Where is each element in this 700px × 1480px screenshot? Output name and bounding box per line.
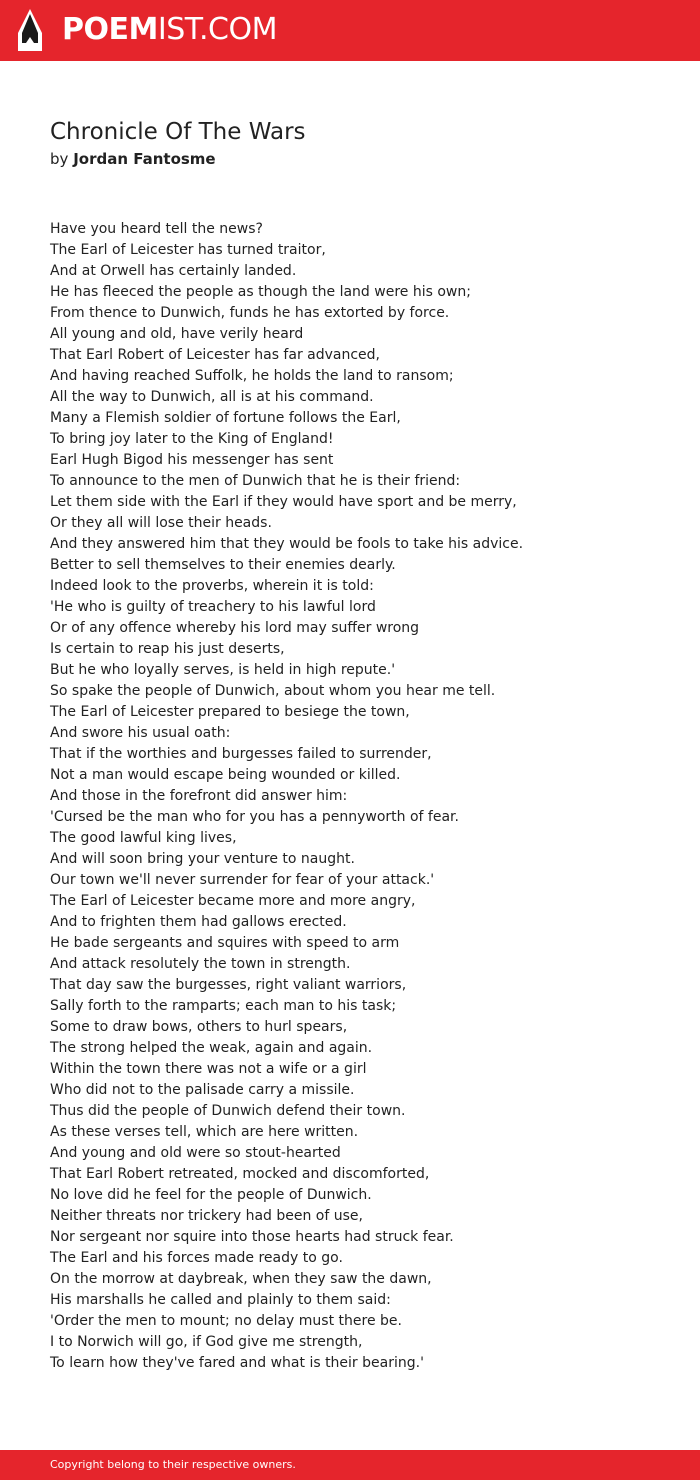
poem-line: And those in the forefront did answer him:: [50, 788, 348, 804]
poem-line: The Earl of Leicester prepared to besiege the town,: [50, 704, 410, 720]
poem-line: To bring joy later to the King of England!: [50, 431, 334, 447]
poem-line: Nor sergeant nor squire into those hearts had struck fear.: [50, 1229, 454, 1245]
poem-line: On the morrow at daybreak, when they saw the dawn,: [50, 1271, 432, 1287]
poem-line: Indeed look to the proverbs, wherein it is told:: [50, 578, 374, 594]
poem-line: Some to draw bows, others to hurl spears,: [50, 1019, 348, 1035]
poem-author: Jordan Fantosme: [73, 150, 216, 168]
poem-line: That Earl Robert retreated, mocked and discomforted,: [50, 1166, 430, 1182]
poem-byline: [50, 149, 216, 169]
poem-line: And attack resolutely the town in strength.: [50, 956, 351, 972]
poem-line: He bade sergeants and squires with speed to arm: [50, 935, 400, 951]
poem-line: Sally forth to the ramparts; each man to his task;: [50, 998, 397, 1014]
poem-line: Within the town there was not a wife or a girl: [50, 1061, 367, 1077]
poem-line: That if the worthies and burgesses failed to surrender,: [50, 746, 432, 762]
poem-line: To learn how they've fared and what is their bearing.': [50, 1355, 424, 1371]
poem-line: Have you heard tell the news?: [50, 221, 263, 237]
poem-line: And young and old were so stout-hearted: [50, 1145, 341, 1161]
poem-line: His marshalls he called and plainly to them said:: [50, 1292, 391, 1308]
poem-line: As these verses tell, which are here written.: [50, 1124, 359, 1140]
poem-line: Better to sell themselves to their enemies dearly.: [50, 557, 396, 573]
poem-line: 'Order the men to mount; no delay must there be.: [50, 1313, 402, 1329]
poem-line: The Earl and his forces made ready to go.: [50, 1250, 343, 1266]
poem-line: And they answered him that they would be fools to take his advice.: [50, 536, 524, 552]
poem-line: And will soon bring your venture to naught.: [50, 851, 355, 867]
poem-body: [50, 219, 670, 1374]
poem-line: From thence to Dunwich, funds he has extorted by force.: [50, 305, 450, 321]
poem-line: And at Orwell has certainly landed.: [50, 263, 297, 279]
poem-title: Chronicle Of The Wars: [50, 119, 306, 145]
poem-line: To announce to the men of Dunwich that he is their friend:: [50, 473, 461, 489]
site-header: [0, 0, 700, 61]
poem-line: I to Norwich will go, if God give me strength,: [50, 1334, 363, 1350]
poem-line: Who did not to the palisade carry a missile.: [50, 1082, 355, 1098]
poem-line: That day saw the burgesses, right valiant warriors,: [50, 977, 407, 993]
poem-line: Thus did the people of Dunwich defend their town.: [50, 1103, 406, 1119]
poem-line: But he who loyally serves, is held in high repute.': [50, 662, 396, 678]
poem-line: And to frighten them had gallows erected.: [50, 914, 347, 930]
poem-line: Or of any offence whereby his lord may suffer wrong: [50, 620, 420, 636]
poem-line: The Earl of Leicester has turned traitor,: [50, 242, 326, 258]
logo-text-bold: POEM: [62, 12, 158, 47]
poem-line: The good lawful king lives,: [50, 830, 237, 846]
poem-line: He has fleeced the people as though the land were his own;: [50, 284, 471, 300]
poem-line: Let them side with the Earl if they would have sport and be merry,: [50, 494, 517, 510]
pen-nib-logo-icon[interactable]: [17, 9, 43, 51]
copyright-text: Copyright belong to their respective owners.: [50, 1458, 296, 1471]
poem-line: The strong helped the weak, again and again.: [50, 1040, 373, 1056]
site-logo[interactable]: [62, 12, 277, 48]
site-footer: [0, 1450, 700, 1480]
poem-line: So spake the people of Dunwich, about whom you hear me tell.: [50, 683, 496, 699]
logo-text-light: IST.COM: [157, 12, 277, 47]
poem-line: All young and old, have verily heard: [50, 326, 304, 342]
poem-line: And swore his usual oath:: [50, 725, 231, 741]
poem-line: 'He who is guilty of treachery to his lawful lord: [50, 599, 376, 615]
poem-line: All the way to Dunwich, all is at his command.: [50, 389, 374, 405]
poem-line: Not a man would escape being wounded or killed.: [50, 767, 401, 783]
poem-line: Our town we'll never surrender for fear of your attack.': [50, 872, 435, 888]
poem-line: No love did he feel for the people of Dunwich.: [50, 1187, 372, 1203]
poem-line: And having reached Suffolk, he holds the land to ransom;: [50, 368, 454, 384]
by-label: by: [50, 150, 69, 168]
poem-line: Earl Hugh Bigod his messenger has sent: [50, 452, 334, 468]
poem-line: Or they all will lose their heads.: [50, 515, 272, 531]
poem-line: Many a Flemish soldier of fortune follows the Earl,: [50, 410, 401, 426]
poem-line: That Earl Robert of Leicester has far advanced,: [50, 347, 380, 363]
poem-line: The Earl of Leicester became more and more angry,: [50, 893, 416, 909]
poem-line: Is certain to reap his just deserts,: [50, 641, 285, 657]
poem-line: Neither threats nor trickery had been of use,: [50, 1208, 363, 1224]
poem-line: 'Cursed be the man who for you has a pennyworth of fear.: [50, 809, 459, 825]
